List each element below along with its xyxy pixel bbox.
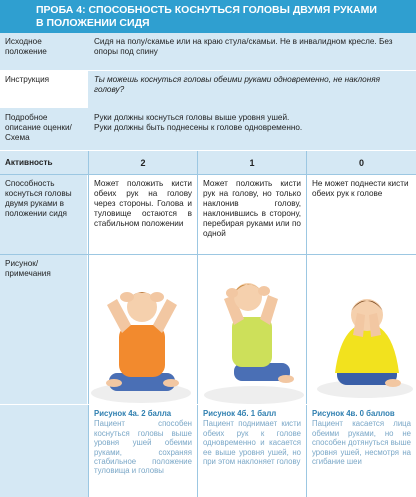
- row-captions: [0, 405, 416, 497]
- title-line-1: ПРОБА 4: СПОСОБНОСТЬ КОСНУТЬСЯ ГОЛОВЫ ДВУМЯ РУКАМИ: [36, 4, 377, 16]
- instruction-text: Ты можешь коснуться головы обеими руками одновременно, не наклоняя голову?: [88, 71, 416, 108]
- activity-label: Активность: [5, 158, 53, 167]
- description-text: [88, 109, 416, 150]
- caption-4a-text: Пациент способен коснуться головы выше уровня ушей обеими руками, сохраняя стабильное положение туловища и головы: [94, 419, 192, 476]
- child-hands-on-face-illustration: [307, 255, 416, 405]
- description-line-2: Руки должны быть поднесены к голове одновременно.: [94, 123, 303, 132]
- caption-4a-title: Рисунок 4а. 2 балла: [94, 409, 172, 418]
- row-activity: [0, 151, 416, 175]
- child-hands-on-head-illustration: [89, 255, 197, 405]
- row-ability: [0, 175, 416, 255]
- caption-4c-text: Пациент касается лица обеими руками, но не способен дотянуться выше уровня ушей, несмотря на сгибание шеи: [312, 419, 411, 467]
- ability-cell-2: Может положить кисти обеих рук на голову через стороны. Голова и туловище остаются в стабильном положении: [88, 175, 197, 254]
- score-0: 0: [306, 151, 416, 174]
- description-label: Подробное описание оценки/Схема: [5, 113, 72, 142]
- caption-4b: [197, 405, 306, 497]
- figure-4b: [197, 255, 306, 404]
- row-figures: [0, 255, 416, 405]
- figures-label: Рисунок/ примечания: [0, 255, 87, 404]
- ability-cell-1: Может положить кисти рук на голову, но только наклонив голову, наклонившись в сторону, перебирая руками или по одной: [197, 175, 306, 254]
- start-position-label: Исходное положение: [5, 37, 47, 56]
- caption-4b-text: Пациент поднимает кисти обеих рук к голове одновременно и касается ее выше уровня ушей, но при этом наклоняет голову: [203, 419, 301, 467]
- row-description: [0, 109, 416, 151]
- start-position-text: Сидя на полу/скамье или на краю стула/скамьи. Не в инвалидном кресле. Без опоры под спину: [94, 37, 393, 56]
- caption-4c-title: Рисунок 4в. 0 баллов: [312, 409, 395, 418]
- row-start-position: [0, 33, 416, 71]
- row-instruction: [0, 71, 416, 109]
- score-1: 1: [197, 151, 306, 174]
- page-title: [0, 0, 416, 33]
- instruction-label: Инструкция: [5, 75, 50, 84]
- caption-4a: [88, 405, 197, 497]
- title-line-2: В ПОЛОЖЕНИИ СИДЯ: [36, 17, 150, 29]
- description-line-1: Руки должны коснуться головы выше уровня ушей.: [94, 113, 290, 122]
- figure-4a: [88, 255, 197, 404]
- ability-label: Способность коснуться головы двумя руками в положении сидя: [0, 175, 87, 254]
- ability-cell-0: Не может поднести кисти обеих рук к голове: [306, 175, 416, 254]
- caption-4c: [306, 405, 416, 497]
- caption-4b-title: Рисунок 4б. 1 балл: [203, 409, 277, 418]
- child-tilting-head-illustration: [198, 255, 306, 405]
- figure-4c: [306, 255, 416, 404]
- captions-label-spacer: [0, 405, 87, 497]
- score-2: 2: [88, 151, 197, 174]
